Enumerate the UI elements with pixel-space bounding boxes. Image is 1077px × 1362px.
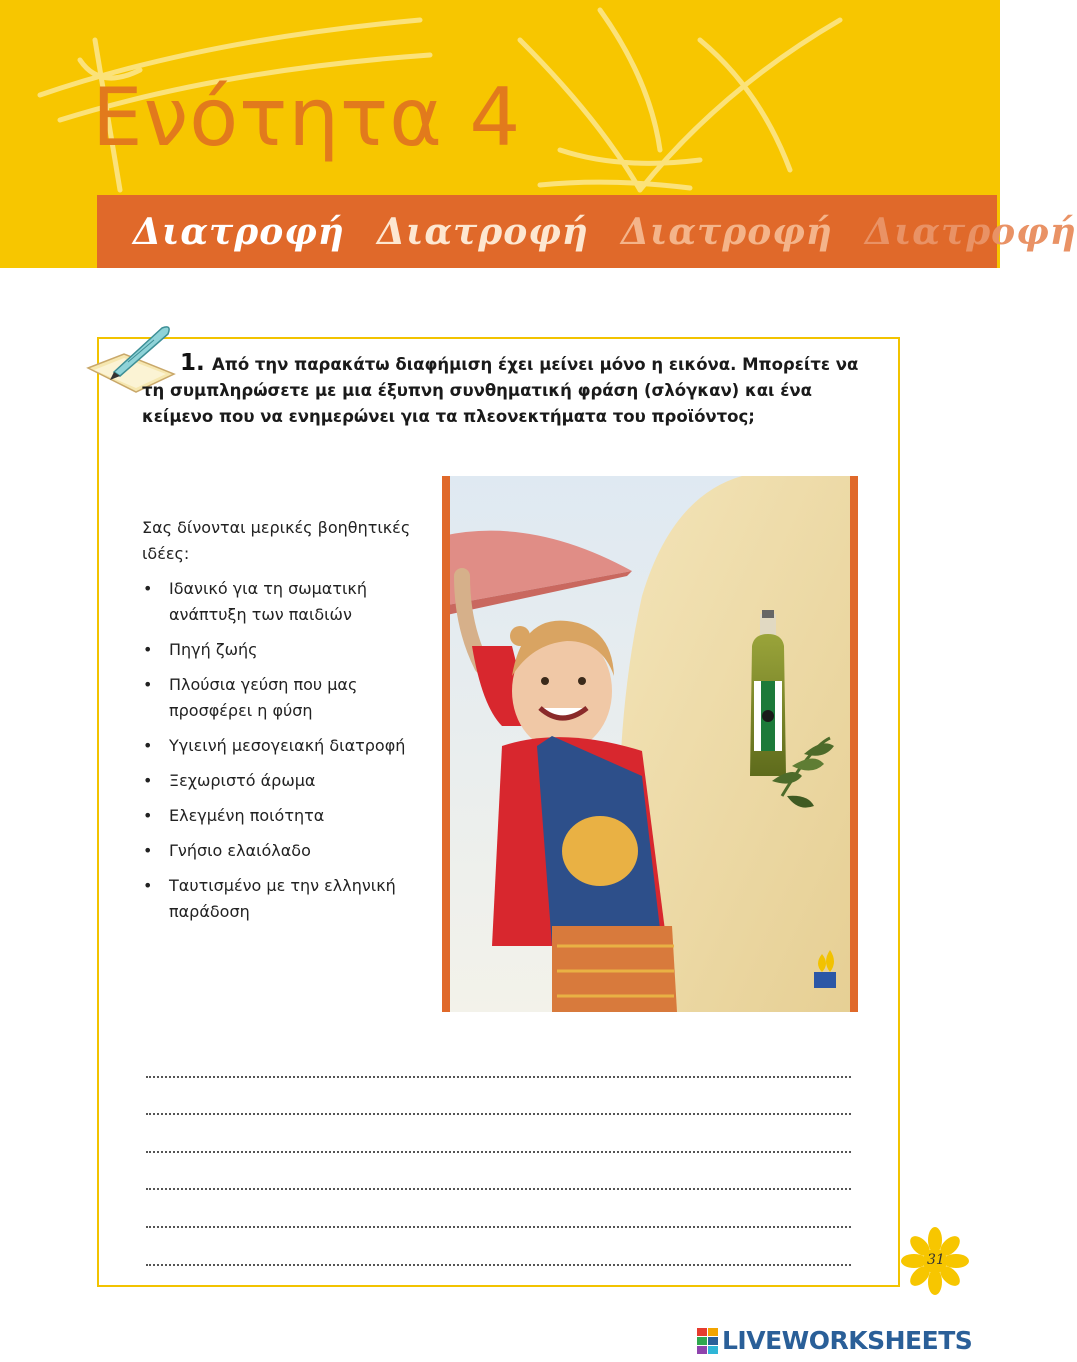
list-item: • Πηγή ζωής — [142, 637, 432, 663]
answer-line[interactable] — [146, 1190, 851, 1228]
answer-line[interactable] — [146, 1040, 851, 1078]
topic-band — [97, 195, 1077, 268]
watermark — [697, 1326, 972, 1355]
band-word: Διατροφή — [864, 210, 1077, 253]
liveworksheets-logo-icon — [697, 1328, 719, 1354]
question-number: 1. — [180, 350, 205, 376]
question-text: Από την παρακάτω διαφήμιση έχει μείνει μόνο η εικόνα. Μπορείτε να τη συμπληρώσετε με μια έξυπνη συνθηματική φράση (σλόγκαν) και ένα κείμενο που να ενημερώνει για τα πλεονεκτήματα του προϊόντος; — [142, 355, 859, 426]
answer-line[interactable] — [146, 1078, 851, 1116]
list-item: • Γνήσιο ελαιόλαδο — [142, 838, 432, 864]
ad-photo — [442, 476, 858, 1012]
answer-lines — [146, 1040, 851, 1266]
band-word: Διατροφή — [133, 210, 345, 253]
list-item: • Πλούσια γεύση που μας προσφέρει η φύση — [142, 672, 432, 724]
list-item: • Ιδανικό για τη σωματική ανάπτυξη των παιδιών — [142, 576, 432, 628]
answer-line[interactable] — [146, 1228, 851, 1266]
band-word: Διατροφή — [620, 210, 833, 253]
watermark-text: LIVEWORKSHEETS — [722, 1326, 973, 1355]
answer-line[interactable] — [146, 1115, 851, 1153]
list-item: • Ταυτισμένο με την ελληνική παράδοση — [142, 873, 432, 925]
list-item: • Ξεχωριστό άρωμα — [142, 768, 432, 794]
band-word: Διατροφή — [376, 210, 589, 253]
page-number: 31 — [927, 1252, 945, 1268]
unit-title: Ενότητα 4 — [92, 71, 522, 164]
list-item: • Υγιεινή μεσογειακή διατροφή — [142, 733, 432, 759]
header-banner — [0, 0, 1077, 268]
answer-line[interactable] — [146, 1153, 851, 1191]
ideas-intro: Σας δίνονται μερικές βοηθητικές ιδέες: — [142, 518, 411, 563]
list-item: • Ελεγμένη ποιότητα — [142, 803, 432, 829]
ideas-list — [142, 576, 432, 934]
